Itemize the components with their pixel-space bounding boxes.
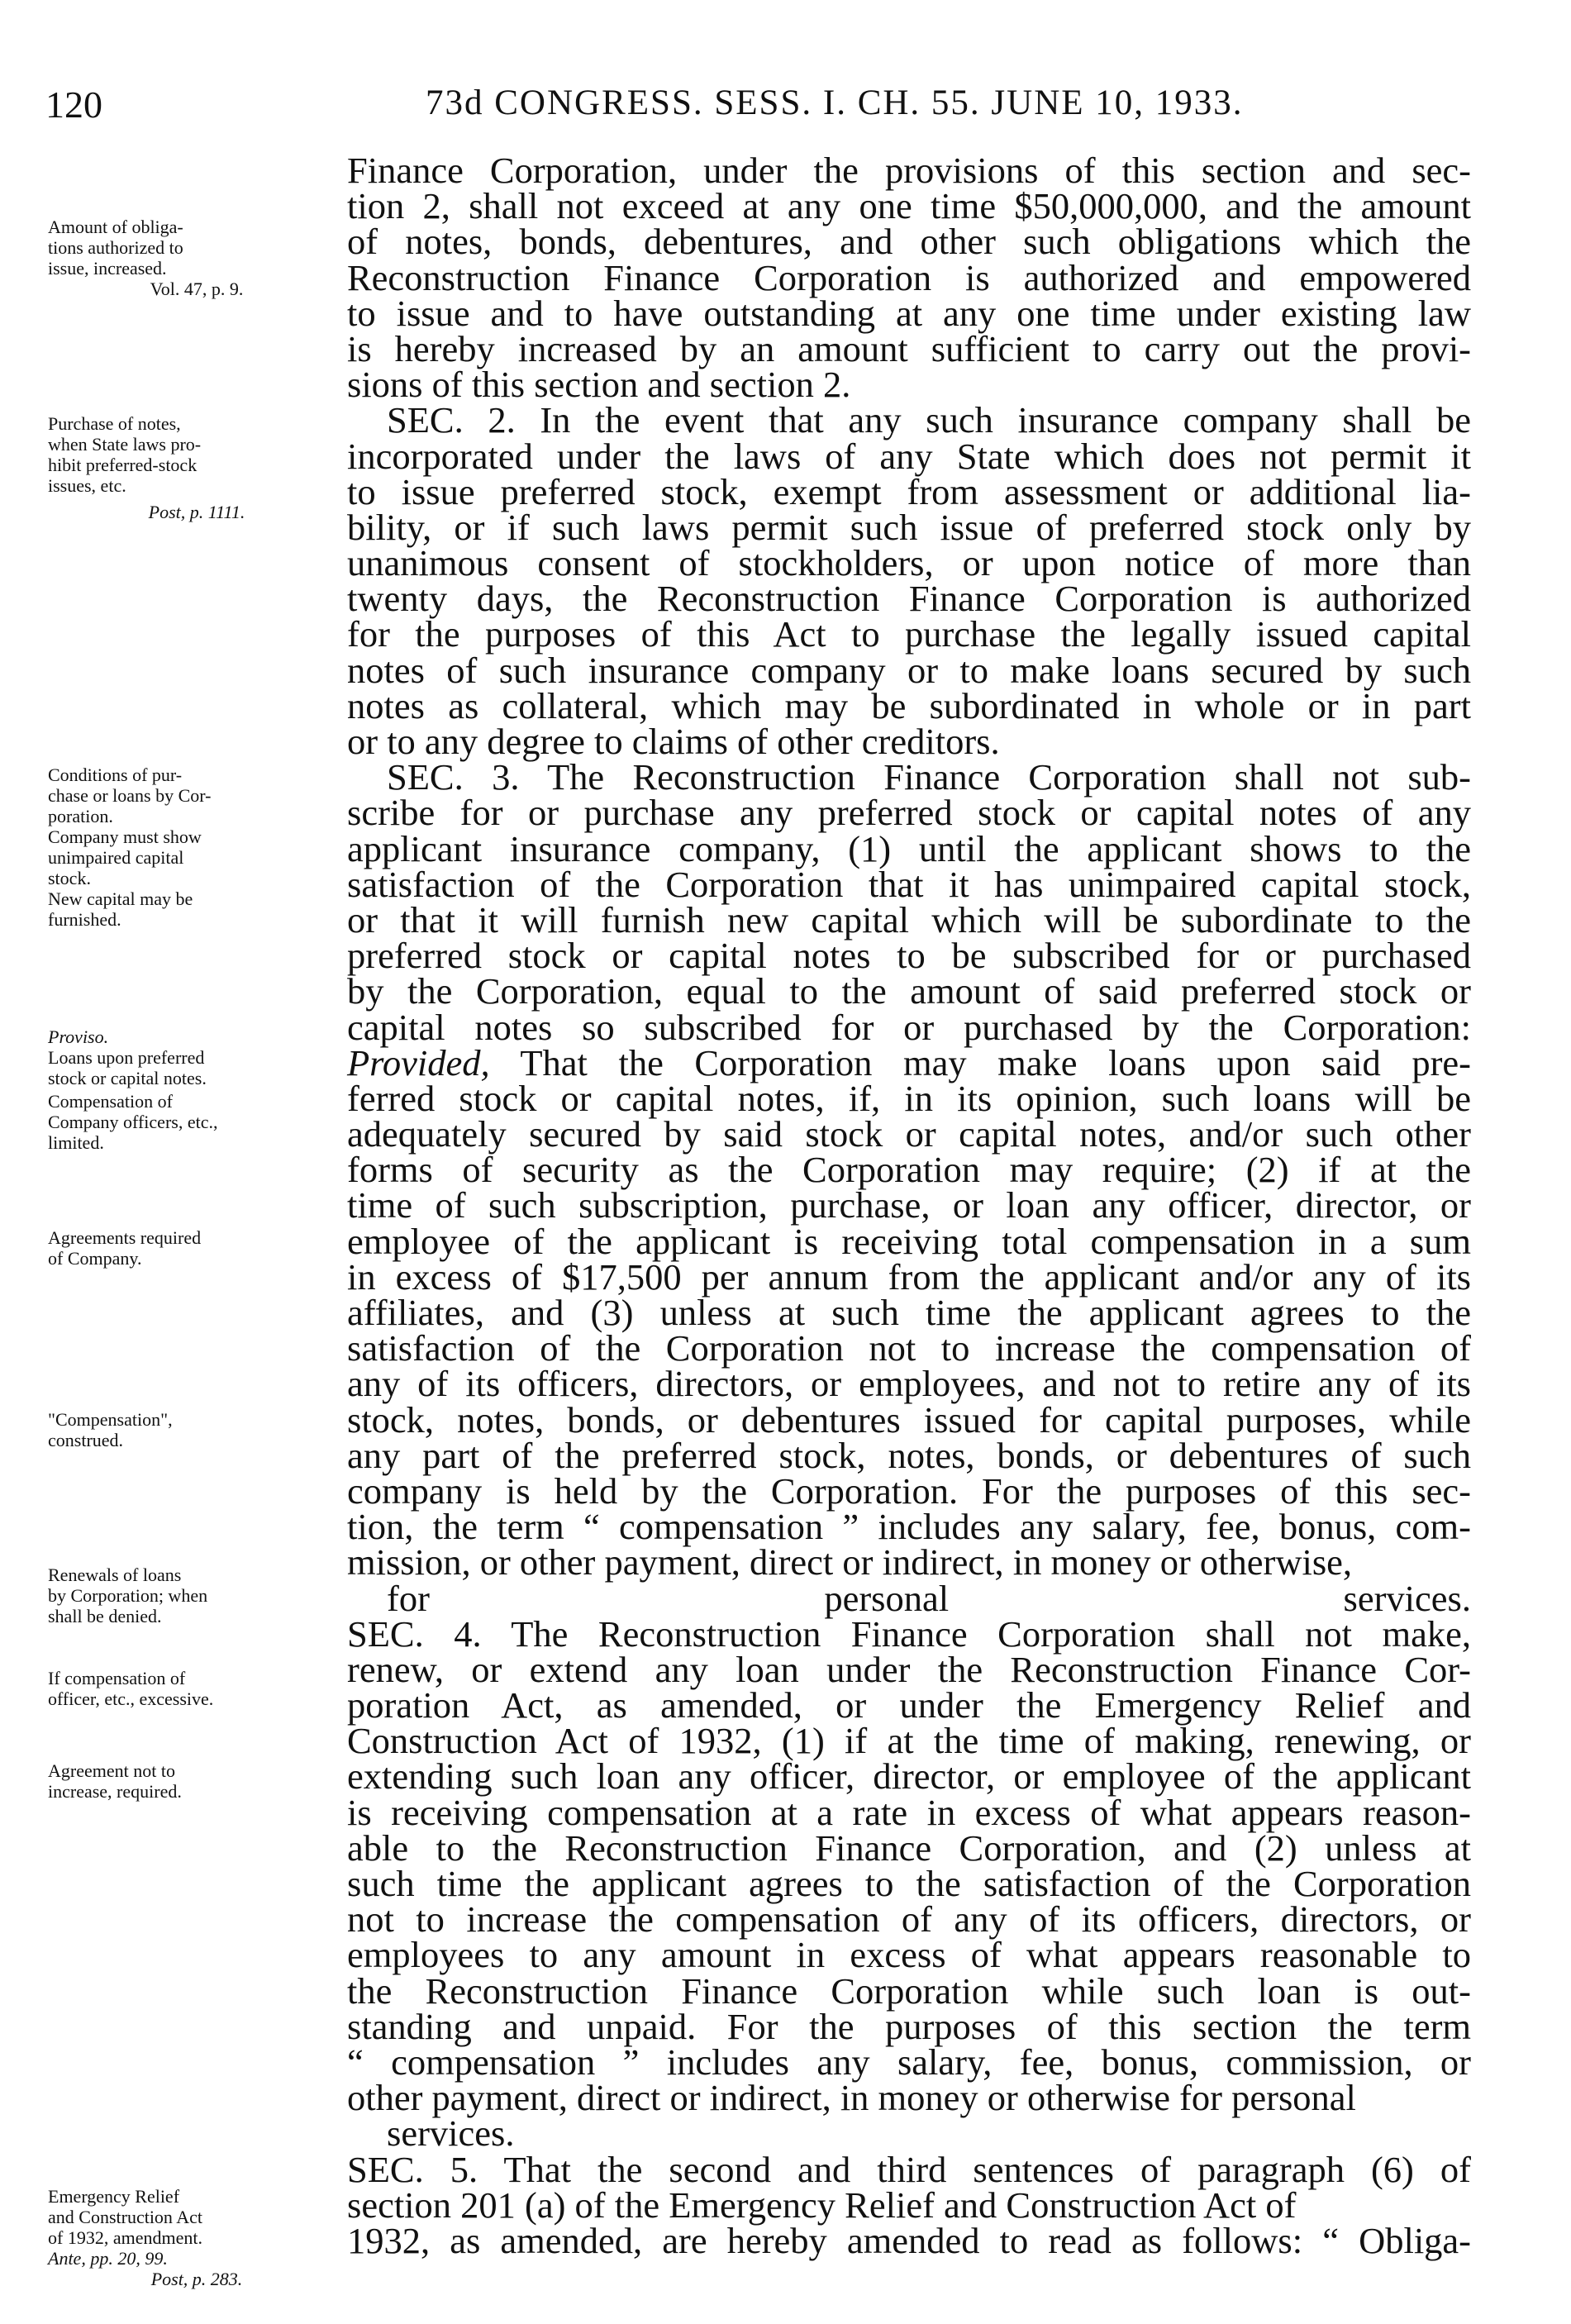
- margin-note: [48, 217, 345, 299]
- text-line: standing and unpaid. For the purposes of this section the term: [347, 2005, 1471, 2047]
- text-line: satisfaction of the Corporation that it has unimpaired capital stock,: [347, 863, 1471, 905]
- text-line: for personal services.: [387, 1577, 1471, 1619]
- text-line: to issue preferred stock, exempt from assessment or additional lia-: [347, 470, 1471, 512]
- text-line: Reconstruction Finance Corporation is authorized and empowered: [347, 256, 1471, 298]
- text-line: tion 2, shall not exceed at any one time $50,000,000, and the amount: [347, 185, 1471, 227]
- text-line: SEC. 2. In the event that any such insurance company shall be: [387, 399, 1471, 441]
- text-line: for the purposes of this Act to purchase the legally issued capital: [347, 613, 1471, 655]
- text-line: unanimous consent of stockholders, or upon notice of more than: [347, 542, 1471, 584]
- text-line: applicant insurance company, (1) until the applicant shows to the: [347, 827, 1471, 869]
- text-line: SEC. 4. The Reconstruction Finance Corporation shall not make,: [347, 1612, 1471, 1655]
- margin-note-line: stock.: [48, 868, 91, 888]
- margin-note-line: Agreement not to: [48, 1760, 175, 1781]
- text-line: of notes, bonds, debentures, and other such obligations which the: [347, 221, 1471, 263]
- text-line: in excess of $17,500 per annum from the applicant and/or any of its: [347, 1255, 1471, 1298]
- margin-note-line: and Construction Act: [48, 2207, 202, 2227]
- margin-note-line: Conditions of pur-: [48, 764, 183, 785]
- margin-note-line: chase or loans by Cor-: [48, 785, 212, 806]
- margin-notes: [48, 149, 345, 2298]
- margin-note-line: tions authorized to: [48, 237, 183, 258]
- margin-note-line: Company officers, etc.,: [48, 1112, 218, 1132]
- margin-note-line: poration.: [48, 806, 113, 826]
- text-line: ferred stock or capital notes, if, in its opinion, such loans will be: [347, 1077, 1471, 1119]
- margin-note-line: Post, p. 283.: [150, 2269, 243, 2289]
- margin-note-line: shall be denied.: [48, 1606, 162, 1626]
- text-line: SEC. 3. The Reconstruction Finance Corporation shall not sub-: [387, 756, 1471, 798]
- margin-note-line: when State laws pro-: [48, 434, 202, 455]
- text-line: affiliates, and (3) unless at such time the applicant agrees to the: [347, 1292, 1471, 1333]
- margin-note-line: of 1932, amendment.: [48, 2227, 202, 2248]
- margin-note: [48, 502, 345, 522]
- margin-note: [48, 1668, 345, 1709]
- text-line: Construction Act of 1932, (1) if at the time of making, renewing, or: [347, 1720, 1471, 1762]
- text-line: company is held by the Corporation. For the purposes of this sec-: [347, 1469, 1471, 1512]
- margin-note-line: increase, required.: [48, 1781, 182, 1802]
- margin-note: [48, 1409, 345, 1450]
- margin-note-line: Emergency Relief: [48, 2186, 180, 2207]
- margin-note-line: limited.: [48, 1132, 104, 1153]
- text-line: sions of this section and section 2.: [347, 364, 851, 406]
- margin-note-line: issue, increased.: [48, 258, 167, 279]
- margin-note-line: issues, etc.: [48, 475, 126, 496]
- text-line: any of its officers, directors, or employees, and not to retire any of its: [347, 1363, 1471, 1405]
- text-line: stock, notes, bonds, or debentures issued for capital purposes, while: [347, 1398, 1471, 1441]
- margin-note-line: construed.: [48, 1430, 124, 1450]
- text-line: or that it will furnish new capital which will be subordinate to the: [347, 898, 1471, 941]
- text-line: able to the Reconstruction Finance Corporation, and (2) unless at: [347, 1826, 1471, 1869]
- margin-note-line: Vol. 47, p. 9.: [150, 279, 244, 299]
- text-line: section 201 (a) of the Emergency Relief and Construction Act of: [347, 2184, 1297, 2226]
- margin-note-line: Amount of obliga-: [48, 217, 183, 237]
- margin-note-line: unimpaired capital: [48, 847, 184, 868]
- margin-note: [48, 1227, 345, 1269]
- text-line: Finance Corporation, under the provisions of this section and sec-: [347, 150, 1471, 191]
- margin-note-line: of Company.: [48, 1248, 142, 1269]
- text-line: forms of security as the Corporation may require; (2) if at the: [347, 1149, 1471, 1191]
- statute-text: [347, 150, 1471, 2310]
- margin-note-line: furnished.: [48, 909, 121, 930]
- text-line: any part of the preferred stock, notes, bonds, or debentures of such: [347, 1434, 1471, 1476]
- margin-note-line: If compensation of: [48, 1668, 186, 1688]
- margin-note: [48, 1091, 345, 1153]
- margin-note: [48, 764, 345, 930]
- text-line: or to any degree to claims of other creditors.: [347, 721, 1000, 762]
- margin-note-line: stock or capital notes.: [48, 1068, 207, 1088]
- margin-note-line: hibit preferred-stock: [48, 455, 198, 475]
- margin-note: [48, 1564, 345, 1626]
- text-line: extending such loan any officer, director, or employee of the applicant: [347, 1755, 1471, 1798]
- margin-note-line: Compensation of: [48, 1091, 173, 1112]
- text-line: capital notes so subscribed for or purchased by the Corporation:: [347, 1006, 1471, 1048]
- text-line: 1932, as amended, are hereby amended to read as follows: “ Obliga-: [347, 2219, 1471, 2261]
- text-line: by the Corporation, equal to the amount of said preferred stock or: [347, 970, 1471, 1012]
- margin-note-line: Ante, pp. 20, 99.: [48, 2248, 168, 2269]
- margin-note: [48, 1026, 345, 1088]
- text-line: scribe for or purchase any preferred stock or capital notes of any: [347, 792, 1471, 834]
- text-line: not to increase the compensation of any of its officers, directors, or: [347, 1898, 1471, 1941]
- margin-note: [48, 413, 345, 496]
- margin-note-line: Post, p. 1111.: [148, 502, 245, 522]
- margin-note: [48, 1760, 345, 1802]
- text-line: is hereby increased by an amount sufficient to carry out the provi-: [347, 327, 1471, 369]
- margin-note-line: "Compensation",: [48, 1409, 173, 1430]
- margin-note-line: Renewals of loans: [48, 1564, 182, 1585]
- text-line: to issue and to have outstanding at any one time under existing law: [347, 292, 1471, 334]
- text-line: twenty days, the Reconstruction Finance Corporation is authorized: [347, 578, 1471, 620]
- running-head: 73d CONGRESS. SESS. I. CH. 55. JUNE 10, 1933.: [426, 83, 1244, 122]
- text-line: tion, the term “ compensation ” includes any salary, fee, bonus, com-: [347, 1506, 1471, 1548]
- text-line: SEC. 5. That the second and third sentences of paragraph (6) of: [347, 2148, 1471, 2190]
- text-line: employee of the applicant is receiving total compensation in a sum: [347, 1220, 1471, 1262]
- text-line: time of such subscription, purchase, or loan any officer, director, or: [347, 1184, 1471, 1226]
- text-line: the Reconstruction Finance Corporation while such loan is out-: [347, 1969, 1471, 2012]
- margin-note-line: New capital may be: [48, 888, 193, 909]
- page-header: [0, 83, 1571, 132]
- margin-note-line: officer, etc., excessive.: [48, 1688, 214, 1709]
- text-line: notes as collateral, which may be subordinated in whole or in part: [347, 684, 1471, 726]
- text-line: bility, or if such laws permit such issue of preferred stock only by: [347, 506, 1471, 548]
- text-line: incorporated under the laws of any State which does not permit it: [347, 435, 1471, 477]
- margin-note-line: by Corporation; when: [48, 1585, 208, 1606]
- margin-note-line: Loans upon preferred: [48, 1047, 205, 1068]
- text-line: such time the applicant agrees to the satisfaction of the Corporation: [347, 1863, 1471, 1904]
- page-number: 120: [45, 83, 102, 126]
- margin-note-line: Agreements required: [48, 1227, 202, 1248]
- text-line: “ compensation ” includes any salary, fee, bonus, commission, or: [347, 2041, 1471, 2083]
- text-line: notes of such insurance company or to make loans secured by such: [347, 649, 1471, 691]
- text-line: satisfaction of the Corporation not to increase the compensation of: [347, 1327, 1471, 1369]
- text-line: is receiving compensation at a rate in excess of what appears reason-: [347, 1791, 1471, 1833]
- text-line: employees to any amount in excess of what appears reasonable to: [347, 1934, 1471, 1976]
- margin-note-line: Purchase of notes,: [48, 413, 181, 434]
- text-line: poration Act, as amended, or under the Emergency Relief and: [347, 1684, 1471, 1726]
- text-line: other payment, direct or indirect, in money or otherwise for personal: [347, 2077, 1356, 2119]
- text-line: mission, or other payment, direct or indirect, in money or otherwise,: [347, 1541, 1353, 1583]
- text-line: renew, or extend any loan under the Reconstruction Finance Cor-: [347, 1648, 1471, 1690]
- text-line: Provided, That the Corporation may make loans upon said pre-: [347, 1041, 1471, 1083]
- text-line: adequately secured by said stock or capital notes, and/or such other: [347, 1113, 1471, 1155]
- text-line: preferred stock or capital notes to be subscribed for or purchased: [347, 935, 1471, 977]
- margin-note-line: Company must show: [48, 826, 202, 847]
- text-line: services.: [387, 2112, 515, 2155]
- margin-note-line: Proviso.: [48, 1026, 109, 1047]
- margin-note: [48, 2186, 345, 2289]
